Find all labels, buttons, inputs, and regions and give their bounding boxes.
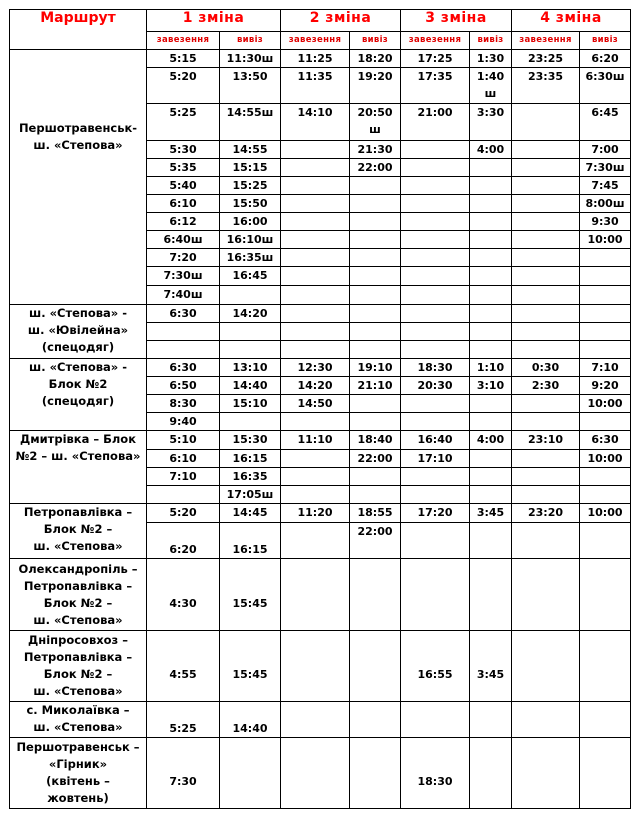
shift-1-delivery-time: 5:20 <box>147 504 220 523</box>
shift-4-delivery-time <box>512 341 580 359</box>
shift-1-pickup-time: 15:45 <box>220 559 281 631</box>
shift-2-delivery-time <box>281 305 350 323</box>
shift-2-pickup-time: 18:55 <box>350 504 401 523</box>
shift-1-pickup-time <box>220 413 281 431</box>
shift-4-pickup-time <box>580 468 631 486</box>
shift-2-delivery-time <box>281 523 350 559</box>
shift-4-pickup-time <box>580 523 631 559</box>
shift-3-pickup-time <box>470 559 512 631</box>
shift-3-delivery-time: 17:20 <box>401 504 470 523</box>
shift-1-header: 1 зміна <box>147 10 281 32</box>
shift-2-pickup-time: 22:00 <box>350 523 401 559</box>
shift-3-delivery-time <box>401 177 470 195</box>
shift-2-delivery-time: 14:10 <box>281 104 350 141</box>
shift-2-delivery-time <box>281 231 350 249</box>
shift-header-row <box>10 10 631 32</box>
shift-3-pickup-time <box>470 286 512 305</box>
shift-3-delivery-time: 18:30 <box>401 738 470 809</box>
shift-3-pickup-time <box>470 468 512 486</box>
shift-2-delivery-time <box>281 559 350 631</box>
shift-2-pickup-time <box>350 468 401 486</box>
shift-1-pickup-time: 16:15 <box>220 523 281 559</box>
shift-2-delivery-time <box>281 702 350 738</box>
table-row <box>10 359 631 377</box>
shift-1-delivery-time: 6:10 <box>147 195 220 213</box>
shift-4-pickup-time <box>580 559 631 631</box>
table-row <box>10 305 631 323</box>
shift-1-pickup-time: 15:10 <box>220 395 281 413</box>
shift-3-pickup-time <box>470 450 512 468</box>
shift-4-delivery-time <box>512 738 580 809</box>
table-row <box>10 559 631 631</box>
shift-2-delivery-time <box>281 323 350 341</box>
shift-2-pickup-header: вивіз <box>350 32 401 50</box>
shift-2-pickup-time <box>350 702 401 738</box>
shift-3-pickup-time <box>470 267 512 286</box>
shift-1-pickup-time <box>220 738 281 809</box>
shift-2-pickup-time <box>350 305 401 323</box>
shift-3-pickup-time <box>470 738 512 809</box>
shift-4-pickup-header: вивіз <box>580 32 631 50</box>
shift-3-pickup-time <box>470 159 512 177</box>
shift-3-delivery-header: завезення <box>401 32 470 50</box>
shift-4-delivery-time <box>512 177 580 195</box>
shift-4-delivery-time <box>512 104 580 141</box>
shift-3-pickup-time: 4:00 <box>470 431 512 450</box>
shift-2-pickup-time <box>350 267 401 286</box>
shift-4-pickup-time: 6:45 <box>580 104 631 141</box>
table-row <box>10 504 631 523</box>
shift-1-pickup-time: 16:45 <box>220 267 281 286</box>
shift-4-pickup-time: 10:00 <box>580 231 631 249</box>
shift-4-delivery-time <box>512 141 580 159</box>
shift-4-delivery-header: завезення <box>512 32 580 50</box>
shift-3-delivery-time: 16:40 <box>401 431 470 450</box>
shift-1-delivery-time: 6:50 <box>147 377 220 395</box>
shift-2-pickup-time <box>350 177 401 195</box>
shift-1-pickup-time: 14:55 <box>220 141 281 159</box>
table-row <box>10 431 631 450</box>
shift-3-delivery-time <box>401 231 470 249</box>
shift-4-pickup-time <box>580 267 631 286</box>
shift-4-delivery-time <box>512 195 580 213</box>
shift-4-delivery-time: 0:30 <box>512 359 580 377</box>
shift-2-pickup-time <box>350 213 401 231</box>
shift-1-delivery-time: 9:40 <box>147 413 220 431</box>
shift-1-delivery-time: 6:30 <box>147 359 220 377</box>
shift-1-pickup-time: 14:20 <box>220 305 281 323</box>
shift-4-delivery-time <box>512 267 580 286</box>
shift-3-delivery-time <box>401 468 470 486</box>
shift-1-pickup-time: 14:45 <box>220 504 281 523</box>
shift-1-pickup-time: 11:30ш <box>220 50 281 68</box>
shift-1-pickup-time: 14:40 <box>220 377 281 395</box>
shift-4-delivery-time <box>512 702 580 738</box>
shift-3-delivery-time <box>401 141 470 159</box>
shift-4-delivery-time <box>512 231 580 249</box>
shift-4-pickup-time: 9:30 <box>580 213 631 231</box>
shift-2-delivery-time: 14:50 <box>281 395 350 413</box>
shift-4-pickup-time <box>580 305 631 323</box>
shift-1-pickup-time: 15:15 <box>220 159 281 177</box>
table-row <box>10 50 631 68</box>
shift-4-pickup-time <box>580 738 631 809</box>
shift-3-delivery-time <box>401 159 470 177</box>
shift-1-delivery-time: 5:25 <box>147 702 220 738</box>
shift-4-pickup-time: 9:20 <box>580 377 631 395</box>
shift-2-pickup-time <box>350 231 401 249</box>
shift-1-pickup-time <box>220 286 281 305</box>
shift-1-pickup-time: 16:15 <box>220 450 281 468</box>
shift-4-pickup-time <box>580 486 631 504</box>
shift-2-delivery-time: 11:25 <box>281 50 350 68</box>
shift-2-delivery-time <box>281 631 350 702</box>
shift-4-delivery-time <box>512 486 580 504</box>
route-name: Олександропіль – Петропавлівка – Блок №2 – ш. «Степова» <box>10 559 147 631</box>
shift-2-pickup-time: 19:10 <box>350 359 401 377</box>
shift-2-pickup-time <box>350 631 401 702</box>
shift-2-pickup-time: 20:50 ш <box>350 104 401 141</box>
shift-3-delivery-time: 16:55 <box>401 631 470 702</box>
shift-4-delivery-time <box>512 559 580 631</box>
shift-2-pickup-time <box>350 195 401 213</box>
shift-3-pickup-time: 1:40 ш <box>470 68 512 104</box>
shift-1-delivery-time: 6:12 <box>147 213 220 231</box>
shift-1-delivery-time: 5:35 <box>147 159 220 177</box>
shift-1-delivery-time: 5:20 <box>147 68 220 104</box>
shift-1-delivery-time: 4:55 <box>147 631 220 702</box>
shift-4-delivery-time: 23:10 <box>512 431 580 450</box>
shift-4-header: 4 зміна <box>512 10 631 32</box>
shift-2-pickup-time <box>350 249 401 267</box>
shift-2-pickup-time <box>350 413 401 431</box>
shift-1-delivery-time <box>147 323 220 341</box>
shift-1-pickup-time: 15:30 <box>220 431 281 450</box>
shift-2-pickup-time: 22:00 <box>350 450 401 468</box>
shift-1-delivery-time: 7:40ш <box>147 286 220 305</box>
shift-4-delivery-time <box>512 523 580 559</box>
shift-4-pickup-time: 8:00ш <box>580 195 631 213</box>
shift-2-delivery-time <box>281 267 350 286</box>
shift-3-pickup-time: 3:45 <box>470 504 512 523</box>
shift-3-pickup-time <box>470 395 512 413</box>
shift-1-pickup-time: 16:35 <box>220 468 281 486</box>
shift-1-delivery-time: 6:30 <box>147 305 220 323</box>
shift-3-pickup-time: 1:10 <box>470 359 512 377</box>
shift-4-delivery-time <box>512 249 580 267</box>
table-header <box>10 10 631 50</box>
shift-2-pickup-time <box>350 323 401 341</box>
shift-4-pickup-time: 7:10 <box>580 359 631 377</box>
shift-2-delivery-time: 14:20 <box>281 377 350 395</box>
shift-3-delivery-time <box>401 486 470 504</box>
shift-2-delivery-time <box>281 159 350 177</box>
shift-3-delivery-time <box>401 286 470 305</box>
shift-3-delivery-time <box>401 559 470 631</box>
route-name: ш. «Степова» - Блок №2 (спецодяг) <box>10 359 147 431</box>
shift-1-delivery-time <box>147 486 220 504</box>
shift-4-delivery-time <box>512 450 580 468</box>
shift-1-pickup-time: 13:50 <box>220 68 281 104</box>
shift-1-delivery-time: 7:20 <box>147 249 220 267</box>
shift-2-pickup-time <box>350 559 401 631</box>
shift-4-pickup-time <box>580 249 631 267</box>
shift-3-header: 3 зміна <box>401 10 512 32</box>
shift-2-delivery-time <box>281 450 350 468</box>
shift-1-delivery-time: 5:30 <box>147 141 220 159</box>
shift-3-delivery-time: 20:30 <box>401 377 470 395</box>
shift-4-pickup-time: 7:30ш <box>580 159 631 177</box>
shift-3-delivery-time <box>401 305 470 323</box>
shift-1-delivery-time: 5:40 <box>147 177 220 195</box>
shift-3-delivery-time <box>401 249 470 267</box>
route-name: Першотравенськ – «Гірник» (квітень – жовтень) <box>10 738 147 809</box>
shift-3-pickup-time <box>470 323 512 341</box>
route-name: ш. «Степова» - ш. «Ювілейна» (спецодяг) <box>10 305 147 359</box>
bus-schedule-table <box>9 9 631 809</box>
shift-2-delivery-time <box>281 195 350 213</box>
shift-2-pickup-time: 21:10 <box>350 377 401 395</box>
shift-3-pickup-time: 1:30 <box>470 50 512 68</box>
shift-3-pickup-time: 4:00 <box>470 141 512 159</box>
shift-4-delivery-time: 23:20 <box>512 504 580 523</box>
shift-1-delivery-time: 6:20 <box>147 523 220 559</box>
shift-4-pickup-time: 10:00 <box>580 450 631 468</box>
shift-4-pickup-time <box>580 341 631 359</box>
shift-4-delivery-time <box>512 286 580 305</box>
shift-3-pickup-time: 3:30 <box>470 104 512 141</box>
shift-2-pickup-time <box>350 486 401 504</box>
shift-4-delivery-time <box>512 323 580 341</box>
shift-4-pickup-time: 10:00 <box>580 395 631 413</box>
shift-1-delivery-time: 7:30 <box>147 738 220 809</box>
table-row <box>10 631 631 702</box>
shift-1-pickup-time: 15:50 <box>220 195 281 213</box>
shift-2-delivery-time <box>281 177 350 195</box>
shift-1-delivery-time: 5:15 <box>147 50 220 68</box>
route-name: Петропавлівка – Блок №2 – ш. «Степова» <box>10 504 147 559</box>
shift-2-delivery-time <box>281 213 350 231</box>
shift-2-pickup-time: 22:00 <box>350 159 401 177</box>
shift-1-pickup-time: 14:40 <box>220 702 281 738</box>
shift-1-delivery-time: 4:30 <box>147 559 220 631</box>
shift-3-pickup-header: вивіз <box>470 32 512 50</box>
shift-4-delivery-time: 2:30 <box>512 377 580 395</box>
shift-4-pickup-time: 6:20 <box>580 50 631 68</box>
shift-2-delivery-time: 11:10 <box>281 431 350 450</box>
shift-3-pickup-time: 3:10 <box>470 377 512 395</box>
shift-4-pickup-time <box>580 323 631 341</box>
shift-2-delivery-time: 12:30 <box>281 359 350 377</box>
shift-2-pickup-time <box>350 738 401 809</box>
shift-3-delivery-time <box>401 341 470 359</box>
shift-1-pickup-time: 16:00 <box>220 213 281 231</box>
shift-2-delivery-time <box>281 738 350 809</box>
shift-3-pickup-time <box>470 523 512 559</box>
shift-2-delivery-time: 11:35 <box>281 68 350 104</box>
shift-3-pickup-time <box>470 486 512 504</box>
route-name: Першотравенськ- ш. «Степова» <box>10 50 147 305</box>
shift-3-delivery-time <box>401 267 470 286</box>
shift-3-delivery-time: 21:00 <box>401 104 470 141</box>
shift-4-pickup-time: 7:00 <box>580 141 631 159</box>
shift-2-delivery-time <box>281 249 350 267</box>
shift-2-pickup-time <box>350 341 401 359</box>
shift-3-delivery-time <box>401 413 470 431</box>
shift-4-delivery-time <box>512 395 580 413</box>
shift-1-pickup-time: 14:55ш <box>220 104 281 141</box>
shift-1-delivery-header: завезення <box>147 32 220 50</box>
shift-4-delivery-time <box>512 468 580 486</box>
shift-3-pickup-time <box>470 231 512 249</box>
shift-3-delivery-time: 17:25 <box>401 50 470 68</box>
shift-1-delivery-time: 6:10 <box>147 450 220 468</box>
route-name: Дмитрівка – Блок №2 – ш. «Степова» <box>10 431 147 504</box>
shift-3-delivery-time <box>401 213 470 231</box>
shift-2-delivery-time <box>281 341 350 359</box>
shift-4-delivery-time: 23:25 <box>512 50 580 68</box>
shift-4-pickup-time <box>580 631 631 702</box>
shift-2-pickup-time: 18:20 <box>350 50 401 68</box>
shift-4-pickup-time: 6:30 <box>580 431 631 450</box>
shift-1-pickup-time <box>220 323 281 341</box>
shift-2-pickup-time: 21:30 <box>350 141 401 159</box>
table-body <box>10 50 631 809</box>
shift-1-pickup-time: 16:10ш <box>220 231 281 249</box>
shift-4-pickup-time <box>580 702 631 738</box>
shift-4-pickup-time: 6:30ш <box>580 68 631 104</box>
shift-1-delivery-time: 7:10 <box>147 468 220 486</box>
shift-3-pickup-time <box>470 195 512 213</box>
shift-2-delivery-time <box>281 141 350 159</box>
shift-4-delivery-time <box>512 305 580 323</box>
shift-1-delivery-time: 5:10 <box>147 431 220 450</box>
shift-3-pickup-time <box>470 213 512 231</box>
shift-2-pickup-time: 18:40 <box>350 431 401 450</box>
route-name: с. Миколаївка – ш. «Степова» <box>10 702 147 738</box>
shift-1-pickup-time: 16:35ш <box>220 249 281 267</box>
shift-1-pickup-time: 17:05ш <box>220 486 281 504</box>
shift-2-header: 2 зміна <box>281 10 401 32</box>
shift-1-pickup-header: вивіз <box>220 32 281 50</box>
shift-4-pickup-time: 7:45 <box>580 177 631 195</box>
shift-2-delivery-time <box>281 286 350 305</box>
shift-1-delivery-time: 7:30ш <box>147 267 220 286</box>
shift-3-pickup-time <box>470 413 512 431</box>
route-name: Дніпросовхоз – Петропавлівка – Блок №2 – ш. «Степова» <box>10 631 147 702</box>
shift-3-delivery-time <box>401 195 470 213</box>
shift-3-delivery-time <box>401 702 470 738</box>
shift-3-pickup-time <box>470 249 512 267</box>
shift-2-pickup-time <box>350 395 401 413</box>
shift-2-delivery-time <box>281 468 350 486</box>
shift-3-delivery-time: 17:35 <box>401 68 470 104</box>
shift-4-delivery-time <box>512 631 580 702</box>
shift-3-delivery-time: 18:30 <box>401 359 470 377</box>
shift-4-delivery-time <box>512 159 580 177</box>
shift-4-pickup-time: 10:00 <box>580 504 631 523</box>
shift-4-delivery-time: 23:35 <box>512 68 580 104</box>
shift-2-delivery-time <box>281 486 350 504</box>
shift-2-delivery-time: 11:20 <box>281 504 350 523</box>
shift-3-pickup-time: 3:45 <box>470 631 512 702</box>
shift-4-delivery-time <box>512 213 580 231</box>
table-row <box>10 702 631 738</box>
shift-1-pickup-time: 15:45 <box>220 631 281 702</box>
shift-1-delivery-time: 8:30 <box>147 395 220 413</box>
shift-1-pickup-time: 15:25 <box>220 177 281 195</box>
shift-4-delivery-time <box>512 413 580 431</box>
shift-3-pickup-time <box>470 341 512 359</box>
shift-3-pickup-time <box>470 177 512 195</box>
shift-4-pickup-time <box>580 286 631 305</box>
shift-3-pickup-time <box>470 702 512 738</box>
shift-4-pickup-time <box>580 413 631 431</box>
route-column-header: Маршрут <box>10 10 147 50</box>
shift-3-delivery-time <box>401 395 470 413</box>
shift-2-pickup-time: 19:20 <box>350 68 401 104</box>
shift-2-delivery-time <box>281 413 350 431</box>
shift-1-delivery-time: 6:40ш <box>147 231 220 249</box>
shift-3-delivery-time <box>401 523 470 559</box>
shift-1-delivery-time <box>147 341 220 359</box>
shift-3-pickup-time <box>470 305 512 323</box>
shift-3-delivery-time: 17:10 <box>401 450 470 468</box>
shift-2-delivery-header: завезення <box>281 32 350 50</box>
shift-1-pickup-time <box>220 341 281 359</box>
shift-1-delivery-time: 5:25 <box>147 104 220 141</box>
table-row <box>10 738 631 809</box>
shift-3-delivery-time <box>401 323 470 341</box>
shift-2-pickup-time <box>350 286 401 305</box>
shift-1-pickup-time: 13:10 <box>220 359 281 377</box>
